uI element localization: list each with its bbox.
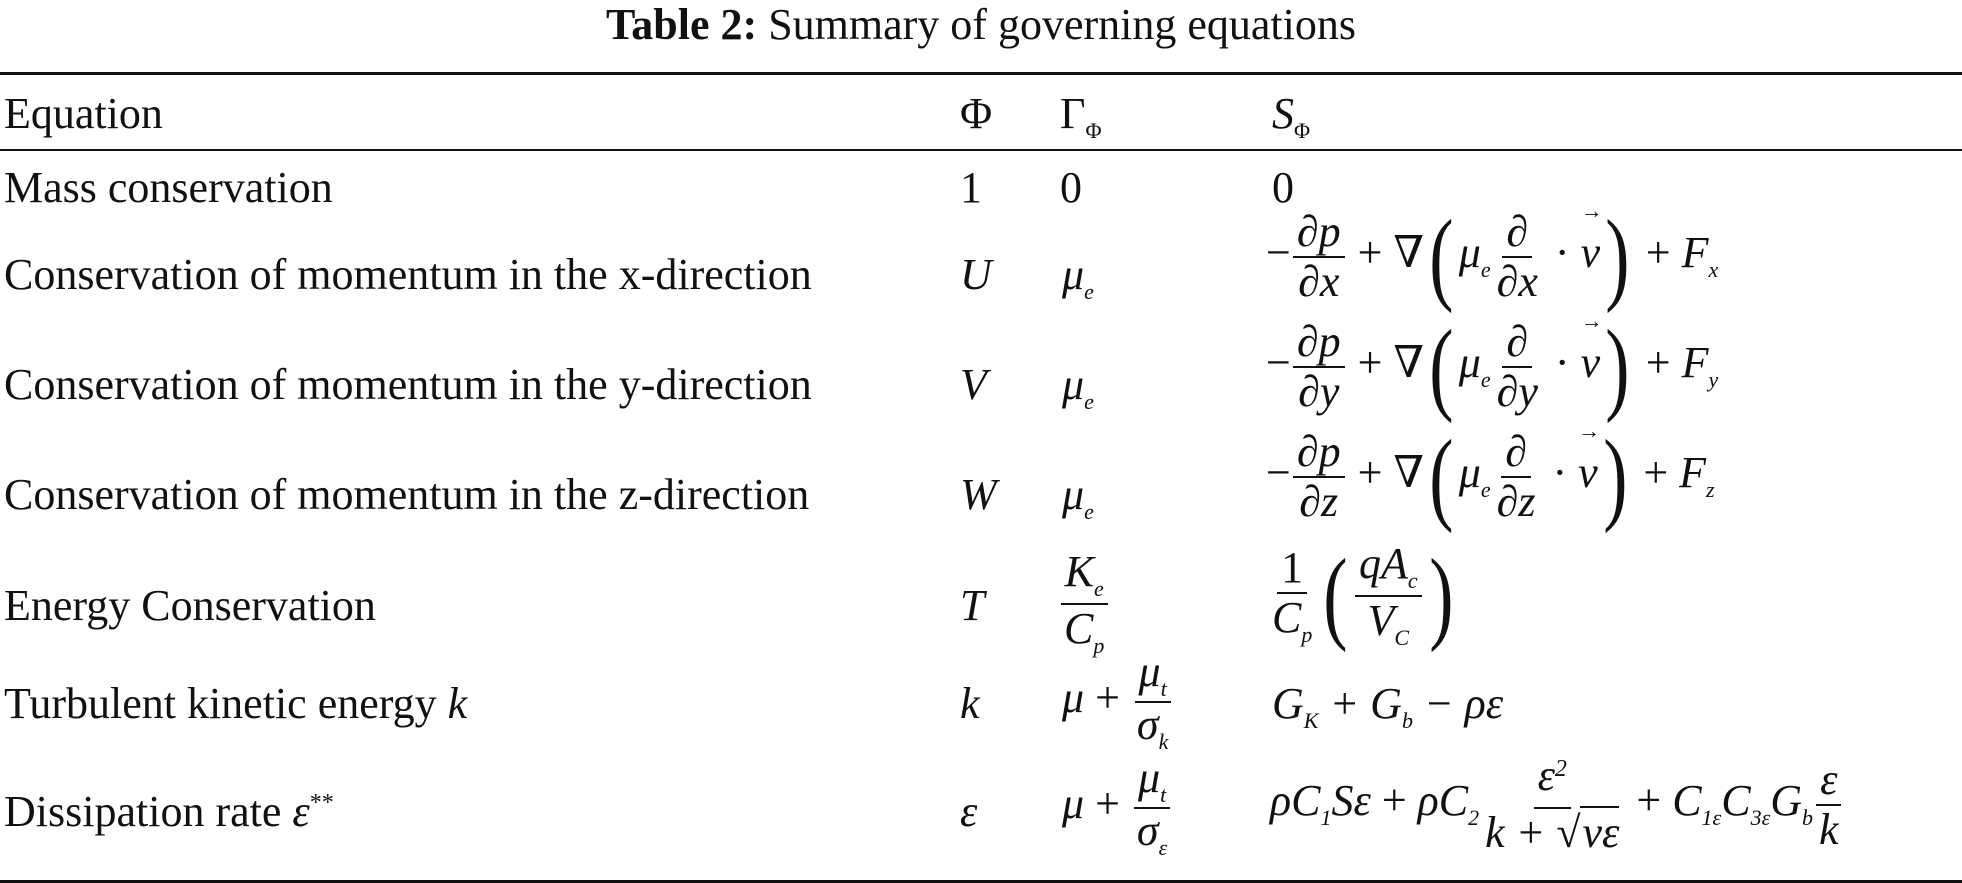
header-gamma: $\Gamma_\Phi$ [1060, 89, 1102, 143]
row-dissipation-source: $\rho C_1S\varepsilon + \rho C_2$ $\frac{\varepsilon^2}{k + √v\varepsilon}$ + $C_{1\varepsilon}C_{3\varepsilon}G_b$ $\frac{\varepsilon}{k}$ [1270, 752, 1845, 857]
row-energy-phi: T [960, 581, 985, 630]
row-energy-equation: Energy Conservation [4, 581, 376, 630]
row-dissipation-equation: Dissipation rate ε** [4, 787, 334, 836]
caption-label: Table 2: [606, 0, 758, 49]
row-momy-source: − $\frac{\partial p}{\partial y}$ + ∇( $\mu_e$ $\frac{\partial}{\partial y}$ · → $v) + F_y$ [1266, 318, 1718, 416]
row-momy-equation: Conservation of momentum in the y-direction [4, 360, 812, 409]
header-phi: Φ [960, 89, 993, 138]
table-caption [0, 2, 1962, 48]
row-momy-gamma: $\mu_e$ [1062, 360, 1094, 414]
row-momx-gamma: $\mu_e$ [1062, 250, 1094, 304]
row-tke-gamma: μ + $\frac{\mu_t}{\sigma_k}$ [1062, 650, 1174, 754]
row-mass-gamma: 0 [1060, 163, 1082, 212]
row-tke-source: $G_K + G_b - \rho\varepsilon$ [1272, 679, 1504, 733]
row-momy-phi: V [960, 360, 987, 409]
row-dissipation-phi: ε [960, 787, 978, 836]
row-momz-source: − $\frac{\partial p}{\partial z}$ + ∇( $\mu_e$ $\frac{\partial}{\partial z}$ · → $v) + F_z$ [1266, 428, 1715, 526]
top-rule [0, 72, 1962, 75]
header-rule [0, 149, 1962, 151]
row-mass-source: 0 [1272, 163, 1294, 212]
row-tke-equation: Turbulent kinetic energy k [4, 679, 468, 728]
row-momx-source: − $\frac{\partial p}{\partial x}$ + ∇( $\mu_e$ $\frac{\partial}{\partial x}$ · → $v) + F_x$ [1266, 208, 1718, 306]
row-mass-phi: 1 [960, 163, 982, 212]
row-tke-phi: k [960, 679, 980, 728]
row-energy-gamma: $\frac{K_e}{C_p}$ [1058, 548, 1110, 660]
row-momz-equation: Conservation of momentum in the z-direction [4, 470, 810, 519]
row-energy-source: $\frac{1}{C_p}$ ( $\frac{qA_c}{V_C}$ ) [1272, 538, 1454, 653]
row-momx-phi: U [960, 250, 992, 299]
row-dissipation-gamma: μ + $\frac{\mu_t}{\sigma_\varepsilon}$ [1062, 756, 1173, 860]
row-mass-equation: Mass conservation [4, 163, 333, 212]
row-momz-gamma: $\mu_e$ [1062, 470, 1094, 524]
header-equation: Equation [4, 89, 163, 138]
row-momx-equation: Conservation of momentum in the x-direction [4, 250, 812, 299]
header-source: $S_\Phi$ [1272, 89, 1311, 143]
row-momz-phi: W [960, 470, 997, 519]
caption-title: Summary of governing equations [768, 0, 1356, 49]
